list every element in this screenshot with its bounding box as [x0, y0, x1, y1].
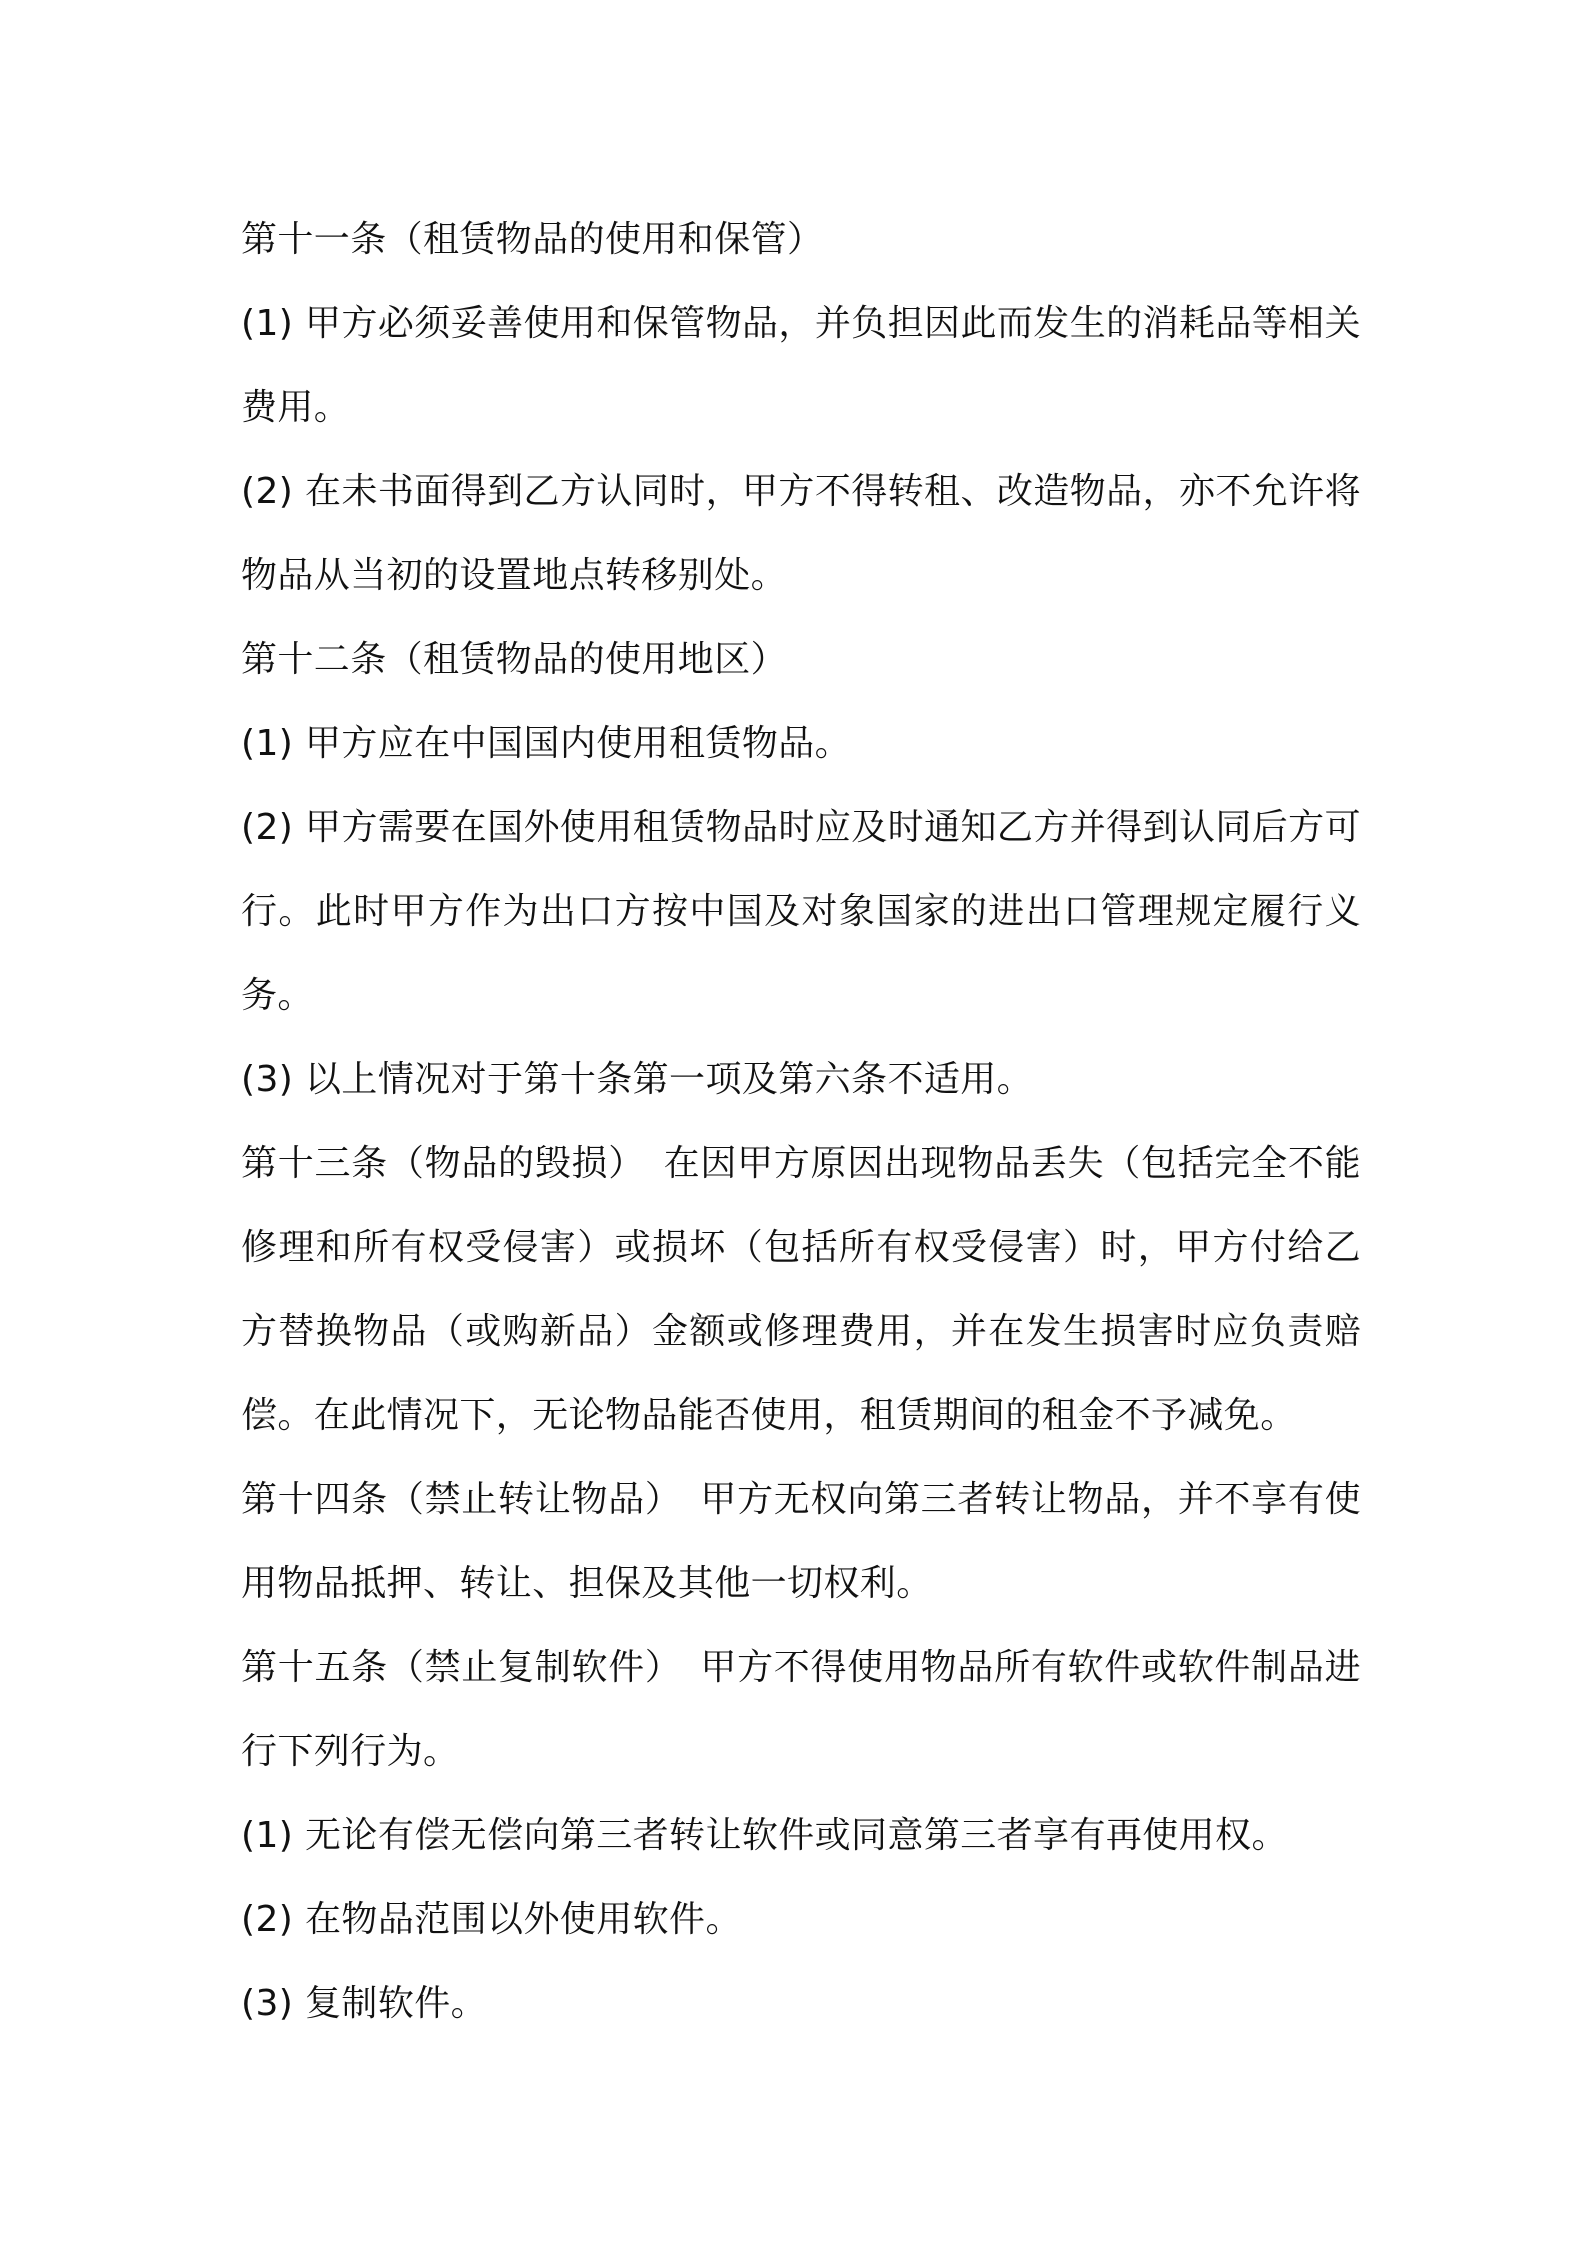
article-11-heading: 第十一条（租赁物品的使用和保管） — [241, 219, 824, 260]
article-13-paragraph: 第十三条（物品的毁损） 在因甲方原因出现物品丢失（包括完全不能修理和所有权受侵害）或损坏（包括所有权受侵害）时，甲方付给乙方替换物品（或购新品）金额或修理费用，并在发生损害时应负责赔偿。在此情况下，无论物品能否使用，租赁期间的租金不予减免。 — [241, 1143, 1361, 1436]
article-15-item-2: (2) 在物品范围以外使用软件。 — [241, 1899, 742, 1940]
article-14-paragraph: 第十四条（禁止转让物品） 甲方无权向第三者转让物品，并不享有使用物品抵押、转让、担保及其他一切权利。 — [241, 1479, 1361, 1604]
article-12-item-2: (2) 甲方需要在国外使用租赁物品时应及时通知乙方并得到认同后方可行。此时甲方作为出口方按中国及对象国家的进出口管理规定履行义务。 — [241, 807, 1361, 1016]
article-15-item-3: (3) 复制软件。 — [241, 1983, 488, 2024]
article-11-item-1: (1) 甲方必须妥善使用和保管物品，并负担因此而发生的消耗品等相关费用。 — [241, 303, 1361, 428]
article-12-item-1: (1) 甲方应在中国国内使用租赁物品。 — [241, 723, 852, 764]
document-page — [241, 198, 1361, 2046]
article-12-heading: 第十二条（租赁物品的使用地区） — [241, 639, 788, 680]
article-15-paragraph: 第十五条（禁止复制软件） 甲方不得使用物品所有软件或软件制品进行下列行为。 — [241, 1647, 1361, 1772]
article-11-item-2: (2) 在未书面得到乙方认同时，甲方不得转租、改造物品，亦不允许将物品从当初的设置地点转移别处。 — [241, 471, 1361, 596]
article-12-item-3: (3) 以上情况对于第十条第一项及第六条不适用。 — [241, 1059, 1034, 1100]
article-15-item-1: (1) 无论有偿无偿向第三者转让软件或同意第三者享有再使用权。 — [241, 1815, 1288, 1856]
